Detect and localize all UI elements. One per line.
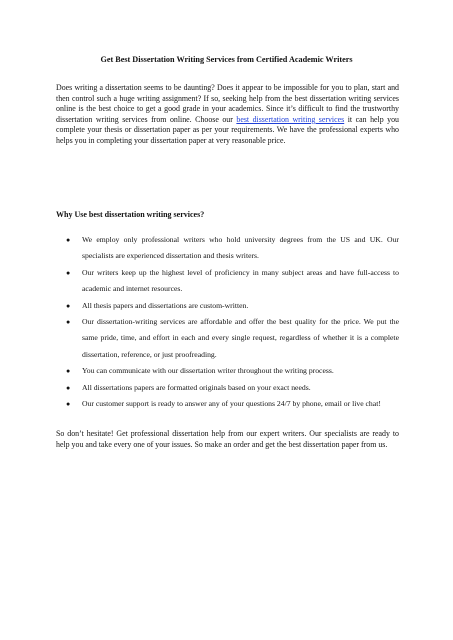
closing-paragraph: So don’t hesitate! Get professional dissertation help from our expert writers. Our specialists are ready to help you and take every one of your issues. So make an order and get the best dissertation paper from us.: [56, 429, 399, 449]
list-item: [66, 265, 399, 298]
list-item-text: Our dissertation-writing services are affordable and offer the best quality for the price. We put the same pride, time, and effort in each and every single request, regardless of whether it is a complete dissertation, reference, or just proofreading.: [82, 317, 399, 359]
list-item: [66, 363, 399, 379]
list-item: [66, 314, 399, 363]
bullet-icon: ●: [66, 367, 71, 376]
bullet-icon: ●: [66, 236, 71, 244]
list-item-text: All dissertations papers are formatted originals based on your exact needs.: [82, 382, 311, 392]
list-item: [66, 298, 399, 314]
intro-text-after-link: it can help you complete your thesis or dissertation paper as per your requirements. We have the professional experts who helps you in completing your dissertation paper at very reasonable price.: [56, 114, 399, 145]
list-item-text: You can communicate with our dissertation writer throughout the writing process.: [82, 366, 334, 376]
list-item-text: Our customer support is ready to answer any of your questions 24/7 by phone, email or live chat!: [82, 399, 381, 409]
list-item-text: We employ only professional writers who hold university degrees from the US and UK. Our specialists are experienced dissertation and thesis writers.: [82, 235, 399, 261]
bullet-icon: ●: [66, 268, 71, 277]
bullet-icon: ●: [66, 301, 71, 310]
benefits-list: [66, 232, 399, 412]
document-title: Get Best Dissertation Writing Services from Certified Academic Writers: [100, 55, 353, 64]
bullet-icon: ●: [66, 383, 71, 392]
list-item: [66, 232, 399, 265]
dissertation-services-link[interactable]: best dissertation writing services: [236, 114, 345, 124]
intro-paragraph: [56, 83, 399, 147]
intro-text-before-link: Does writing a dissertation seems to be daunting? Does it appear to be impossible for you to plan, start and then control such a huge writing assignment? If so, seeking help from the best dissertation writing services online is the best choice to get a good grade in your academics. Since it’s difficult to find the trustworthy dissertation writing services from online. Choose our: [56, 83, 399, 124]
bullet-icon: ●: [66, 318, 71, 327]
section-heading: Why Use best dissertation writing services?: [56, 210, 205, 219]
list-item-text: Our writers keep up the highest level of proficiency in many subject areas and have full-access to academic and internet resources.: [82, 267, 399, 294]
list-item: [66, 380, 399, 396]
list-item-text: All thesis papers and dissertations are custom-written.: [82, 300, 249, 310]
list-item: [66, 396, 399, 412]
bullet-icon: ●: [66, 400, 71, 409]
